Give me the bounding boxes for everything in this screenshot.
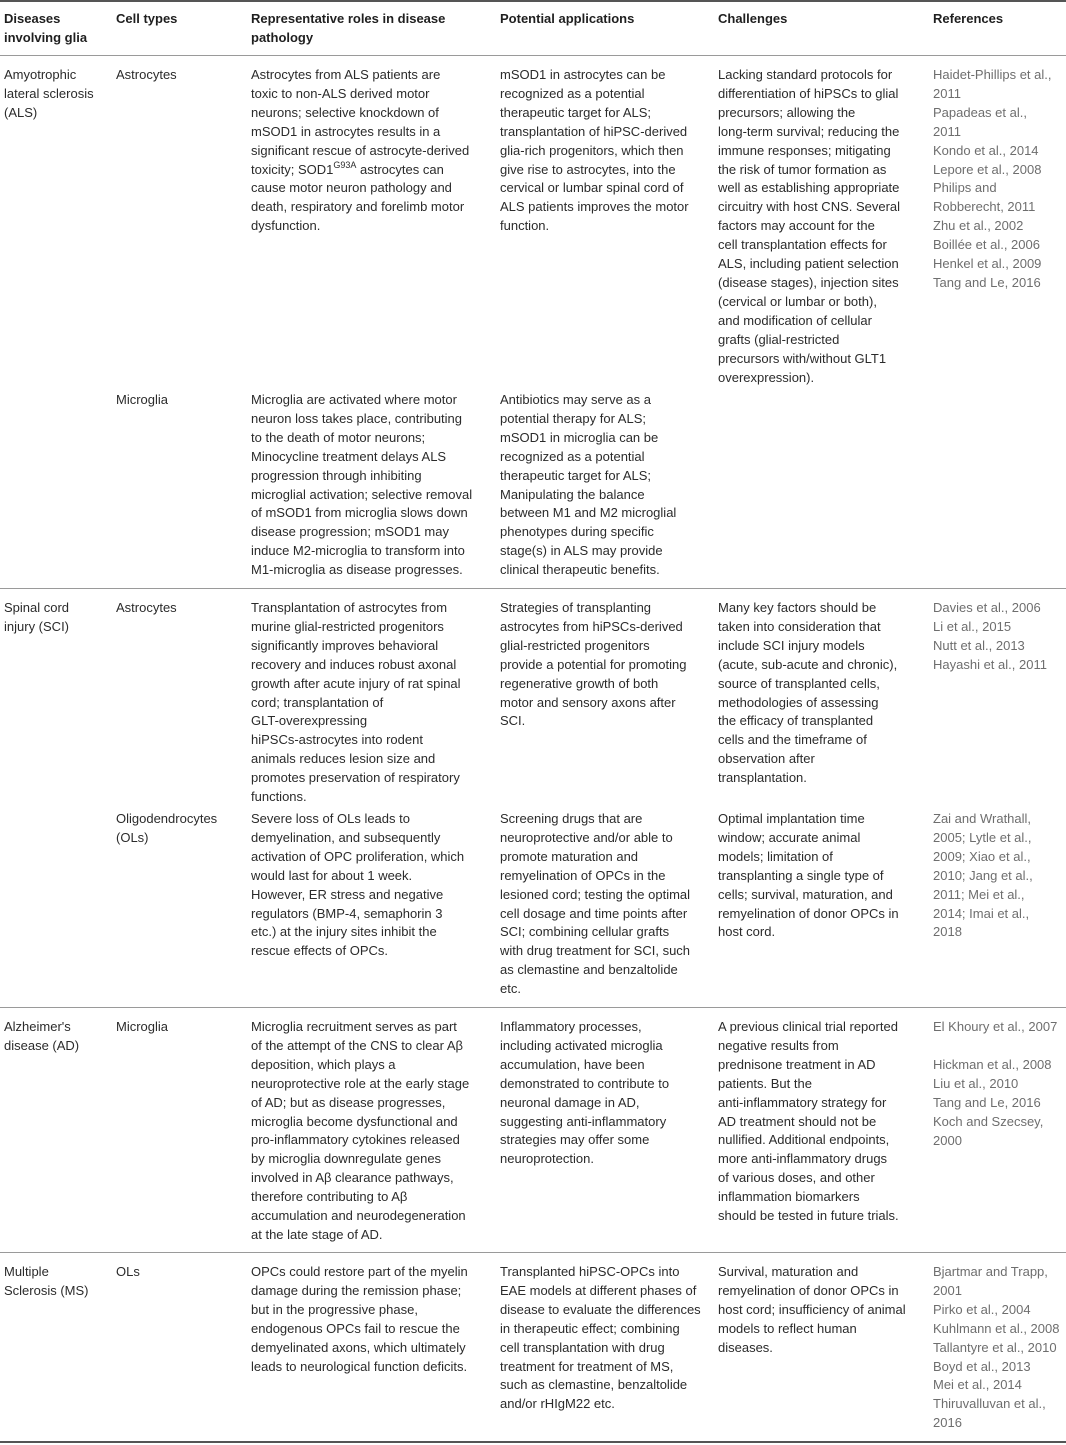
roles-als-astrocytes-text: Astrocytes from ALS patients are toxic to non-ALS derived motor neurons; selective knockdown of mSOD1 in astrocytes results in a significant rescue of astrocyte-derived toxicity; SOD1 (251, 67, 470, 177)
applications-ms-ols: Transplanted hiPSC-OPCs into EAE models at different phases of disease to evaluate the differences in therapeutic effect; combining cell transplantation with drug treatment for treatment of MS, such as clemastine, benzaltolide and/or rHIgM22 etc. (500, 1264, 701, 1412)
applications-als-microglia: Antibiotics may serve as a potential therapy for ALS; mSOD1 in microglia can be recognized as a potential therapeutic target for ALS; Manipulating the balance between M1 and M2 microglial phenotypes during specific stage(s) in ALS may provide clinical therapeutic benefits. (500, 392, 677, 578)
disease-sci: Spinal cord injury (SCI) (4, 600, 70, 634)
cell-type-als-microglia: Microglia (116, 392, 169, 407)
disease-ad: Alzheimer's disease (AD) (4, 1019, 80, 1053)
references-sci-ols: Zai and Wrathall, 2005; Lytle et al., 2009; Xiao et al., 2010; Jang et al., 2011; Mei et al., 2014; Imai et al., 2018 (933, 811, 1033, 940)
cell-type-als-astrocytes: Astrocytes (116, 67, 177, 82)
challenges-sci-astrocytes: Many key factors should be taken into consideration that include SCI injury models (acute, sub-acute and chronic), source of transplanted cells, methodologies of assessing the efficacy of transplanted cells and the timeframe of observation after transplantation. (718, 600, 898, 786)
challenges-als: Lacking standard protocols for differentiation of hiPSCs to glial precursors; allowing the long-term survival; reducing the immune responses; mitigating the risk of tumor formation as well as establishing appropriate circuitry with host CNS. Several factors may account for the cell transplantation effects for ALS, including patient selection (disease stages), injection sites (cervical or lumbar or both), and modification of cellular grafts (glial-restricted precursors with/without GLT1 overexpression). (718, 67, 901, 385)
cell-type-ad-microglia: Microglia (116, 1019, 169, 1034)
roles-als-astrocytes-text-cont: astrocytes can cause motor neuron pathology and death, respiratory and forelimb motor dysfunction. (251, 161, 465, 234)
roles-als-microglia: Microglia are activated where motor neuron loss takes place, contributing to the death of motor neurons; Minocycline treatment delays ALS progression through inhibiting microglial activation; selective removal of mSOD1 from microglia slows down disease progression; mSOD1 may induce M2-microglia to transform into M1-microglia as disease progresses. (251, 392, 473, 578)
references-sci-astrocytes: Davies et al., 2006 Li et al., 2015 Nutt et al., 2013 Hayashi et al., 2011 (933, 600, 1047, 672)
row-rule-ad (0, 1252, 1066, 1253)
header-cell-types: Cell types (116, 11, 178, 26)
applications-sci-astrocytes: Strategies of transplanting astrocytes from hiPSCs-derived glial-restricted progenitors provide a potential for promoting regenerative growth of both motor and sensory axons after SCI. (500, 600, 687, 729)
cell-type-sci-ols: Oligodendrocytes (OLs) (116, 811, 218, 845)
cell-type-ms-ols: OLs (116, 1264, 140, 1279)
roles-ms-ols: OPCs could restore part of the myelin damage during the remission phase; but in the progressive phase, endogenous OPCs fail to rescue the demyelinated axons, which ultimately leads to neurological function deficits. (251, 1264, 468, 1374)
references-ad-first: El Khoury et al., 2007 (933, 1019, 1058, 1034)
row-rule-als (0, 588, 1066, 589)
roles-als-astrocytes (251, 66, 491, 236)
cell-type-sci-astrocytes: Astrocytes (116, 600, 177, 615)
references-ms: Bjartmar and Trapp, 2001 Pirko et al., 2004 Kuhlmann et al., 2008 Tallantyre et al., 2010 Boyd et al., 2013 Mei et al., 2014 Thiruvalluvan et al., 2016 (933, 1264, 1060, 1431)
bottom-rule (0, 1441, 1066, 1443)
header-rule (0, 55, 1066, 56)
header-applications: Potential applications (500, 11, 635, 26)
disease-ms: Multiple Sclerosis (MS) (4, 1264, 89, 1298)
roles-als-astrocytes-superscript: G93A (333, 159, 357, 170)
header-references: References (933, 11, 1004, 26)
disease-als: Amyotrophic lateral sclerosis (ALS) (4, 67, 94, 120)
roles-ad-microglia: Microglia recruitment serves as part of the attempt of the CNS to clear Aβ deposition, which plays a neuroprotective role at the early stage of AD; but as disease progresses, microglia become dysfunctional and pro-inflammatory cytokines released by microglia downregulate genes involved in Aβ clearance pathways, therefore contributing to Aβ accumulation and neurodegeneration at the late stage of AD. (251, 1019, 470, 1242)
header-roles: Representative roles in disease pathology (251, 11, 446, 45)
references-als: Haidet-Phillips et al., 2011 Papadeas et al., 2011 Kondo et al., 2014 Lepore et al., 2008 Philips and Robberecht, 2011 Zhu et al., 2002 Boillée et al., 2006 Henkel et al., 2009 Tang and Le, 2016 (933, 67, 1052, 290)
header-challenges: Challenges (718, 11, 788, 26)
challenges-ms: Survival, maturation and remyelination of donor OPCs in host cord; insufficiency of animal models to reflect human diseases. (718, 1264, 906, 1355)
roles-sci-astrocytes: Transplantation of astrocytes from murine glial-restricted progenitors significantly improves behavioral recovery and induces robust axonal growth after acute injury of rat spinal cord; transplantation of GLT-overexpressing hiPSCs-astrocytes into rodent animals reduces lesion size and promotes preservation of respiratory functions. (251, 600, 461, 805)
challenges-ad: A previous clinical trial reported negative results from prednisone treatment in AD patients. But the anti-inflammatory strategy for AD treatment should not be nullified. Additional endpoints, more anti-inflammatory drugs of various doses, and other inflammation biomarkers should be tested in future trials. (718, 1019, 899, 1224)
roles-sci-ols: Severe loss of OLs leads to demyelination, and subsequently activation of OPC proliferation, which would last for about 1 week. However, ER stress and negative regulators (BMP-4, semaphorin 3 etc.) at the injury sites inhibit the rescue effects of OPCs. (251, 811, 465, 959)
applications-ad-microglia: Inflammatory processes, including activated microglia accumulation, have been demonstrated to contribute to neuronal damage in AD, suggesting anti-inflammatory strategies may offer some neuroprotection. (500, 1019, 670, 1167)
header-diseases: Diseases involving glia (4, 11, 88, 45)
references-ad: Hickman et al., 2008 Liu et al., 2010 Tang and Le, 2016 Koch and Szecsey, 2000 (933, 1057, 1052, 1148)
challenges-sci-ols: Optimal implantation time window; accurate animal models; limitation of transplanting a single type of cells; survival, maturation, and remyelination of donor OPCs in host cord. (718, 811, 899, 940)
top-rule (0, 0, 1066, 2)
applications-sci-ols: Screening drugs that are neuroprotective and/or able to promote maturation and remyelination of OPCs in the lesioned cord; testing the optimal cell dosage and time points after SCI; combining cellular grafts with drug treatment for SCI, such as clemastine and benzaltolide etc. (500, 811, 691, 997)
applications-als-astrocytes: mSOD1 in astrocytes can be recognized as a potential therapeutic target for ALS; transplantation of hiPSC-derived glia-rich progenitors, which then give rise to astrocytes, into the cervical or lumbar spinal cord of ALS patients improves the motor function. (500, 67, 689, 234)
row-rule-sci (0, 1007, 1066, 1008)
